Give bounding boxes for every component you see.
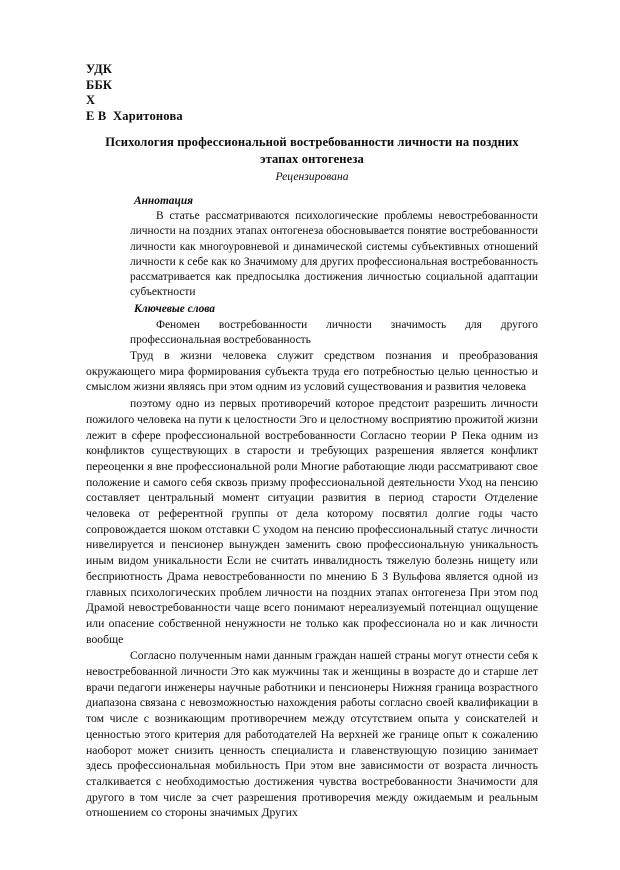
body-paragraph: поэтому одно из первых противоречий которое предстоит разрешить личности пожилого человека на пути к целостности Эго и целостному восприятию прожитой жизни лежит в сфере профессиональной востребованности Согласно теории Р Пека одним из конфликтов существующих в старости и требующих разрешения является конфликт переоценки я вне профессиональной роли Многие работающие люди рассматривают свое положение и самого себя сквозь призму профессиональной деятельности Уход на пенсию составляет центральный момент ситуации развития в период старости Отделение человека от референтной группы от дела которому посвятил долгие годы часто сопровождается шоком отставки С уходом на пенсию профессиональный статус личности нивелируется и пенсионер вынужден заменить свою профессиональную уникальность иным видом уникальности Если не считать инвалидность тяжелую болезнь нищету или бесприютность Драма невостребованности по мнению Б З Вульфова является одной из главных психологических проблем личности на поздних этапах онтогенеза При этом под Драмой невостребованности чаще всего понимают нереализуемый потенциал ощущение или опасение собственной ненужности не только как профессионала но и как личности вообще: [86, 397, 538, 646]
author-mark: Х: [86, 93, 96, 108]
title-block: [86, 134, 538, 185]
body-paragraph: Труд в жизни человека служит средством познания и преобразования окружающего мира формирования субъекта труда его потребностью целью ценностью и смыслом жизни являясь при этом одним из условий существования и развития человека: [86, 349, 538, 394]
author-name: Е В Харитонова: [86, 108, 183, 123]
udk-code: УДК: [86, 62, 113, 76]
review-status: Рецензирована: [275, 170, 349, 183]
abstract-heading: Аннотация: [134, 195, 194, 207]
document-codes-block: [86, 62, 183, 124]
keywords-heading: Ключевые слова: [134, 303, 215, 316]
body-paragraph: Согласно полученным нами данным граждан нашей страны могут отнести себя к невостребованной личности Это как мужчины так и женщины в возрасте до и старше лет врачи педагоги инженеры научные работники и пенсионеры Нижняя граница возрастного диапазона связана с невозможностью нахождения работы согласно своей квалификации в том числе с возникающим противоречием между отсутствием опыта у соискателей и ценностью этого критерия для работодателей На верхней же границе опыт к сожалению наоборот может снизить ценность специалиста и главенствующую позицию занимает здесь профессиональная мобильность При этом вне зависимости от возраста личность сталкивается с необходимостью достижения чувства востребованности Значимости для другого в том числе за счет разрешения противоречия между ожидаемым и реальным отношением со стороны значимых Других: [86, 649, 538, 820]
abstract-section: [130, 194, 538, 348]
keywords-text: Феномен востребованности личности значимость для другого профессиональная востребованность: [130, 318, 538, 346]
page-title: Психология профессиональной востребованности личности на поздних этапах онтогенеза: [105, 135, 519, 166]
bbk-code: ББК: [86, 77, 113, 92]
abstract-text: В статье рассматриваются психологические проблемы невостребованности личности на поздних этапах онтогенеза обосновывается понятие востребованности личности как многоуровневой и динамической системы субъективных отношений личности к себе как ко Значимому для других профессиональная востребованность рассматривается как предпосылка достижения личностью социальной адаптации субъектности: [130, 210, 538, 299]
body-section: [86, 348, 538, 821]
